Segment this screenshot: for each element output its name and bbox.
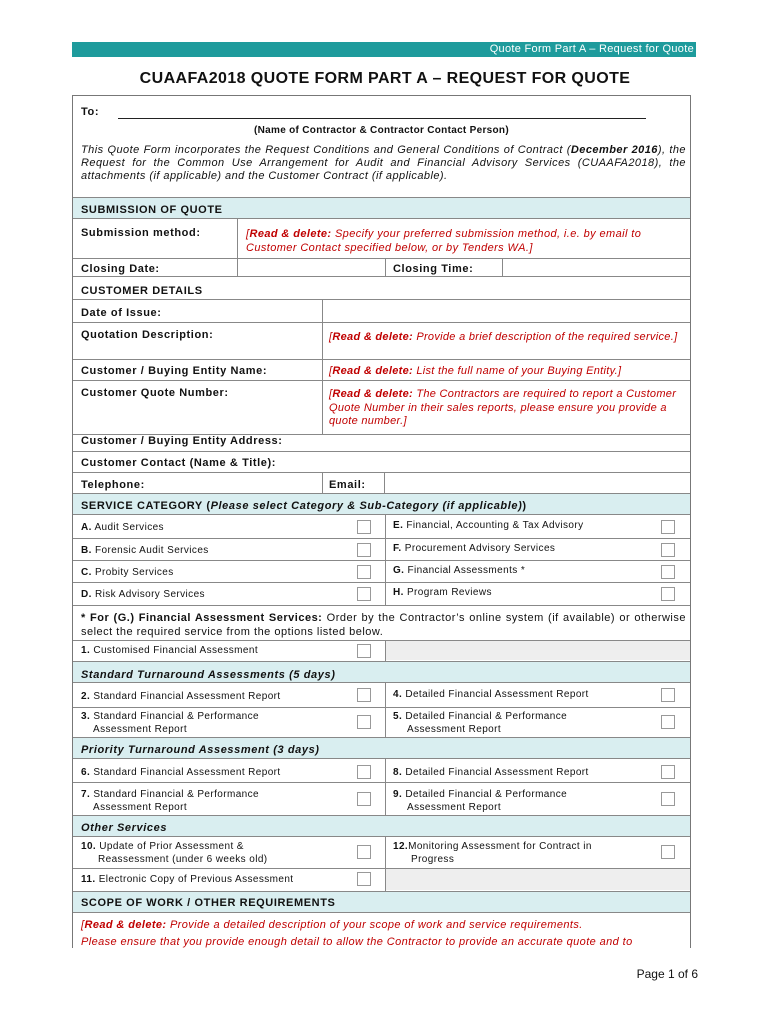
fa-5-checkbox[interactable] [661,715,675,729]
other-heading: Other Services [81,822,168,834]
service-item-c: C. Probity Services [81,567,174,578]
fa-item-11: 11. Electronic Copy of Previous Assessment [81,874,294,885]
to-caption: (Name of Contractor & Contractor Contact Person) [254,125,509,136]
intro-text: This Quote Form incorporates the Request Conditions and General Conditions of Contract (December 2016), the Request for the Common Use Arrangement for Audit and Financial Advisory Services (CUAAFA2018), the attachments (if applicable) and the Customer Contract (if applicable). [81,144,686,182]
page-title: CUAAFA2018 QUOTE FORM PART A – REQUEST FOR QUOTE [139,70,631,87]
fa-item-10: 10. Update of Prior Assessment & Reassessment (under 6 weeks old) [81,841,268,865]
service-item-g: G. Financial Assessments * [393,565,526,576]
service-item-d: D. Risk Advisory Services [81,589,205,600]
service-e-checkbox[interactable] [661,520,675,534]
service-f-checkbox[interactable] [661,543,675,557]
header-bar-text: Quote Form Part A – Request for Quote [489,43,694,55]
service-item-e: E. Financial, Accounting & Tax Advisory [393,520,584,531]
quotation-description-field[interactable]: [Read & delete: Provide a brief description of the required service.] [329,331,678,343]
telephone-label: Telephone: [81,479,145,491]
submission-method-label: Submission method: [81,227,201,239]
fa-item-6: 6. Standard Financial Assessment Report [81,767,281,778]
fa-6-checkbox[interactable] [357,765,371,779]
service-item-f: F. Procurement Advisory Services [393,543,556,554]
fa-item-9: 9. Detailed Financial & Performance Assessment Report [393,789,568,813]
to-label: To: [81,106,100,118]
form-frame [72,95,691,948]
financial-note: * For (G.) Financial Assessment Services: Order by the Contractor’s online system (if available) or otherwise select the required service from the options listed below. [81,612,686,638]
fa-1-checkbox[interactable] [357,644,371,658]
fa-3-checkbox[interactable] [357,715,371,729]
service-item-a: A. Audit Services [81,522,164,533]
fa-item-1: 1. Customised Financial Assessment [81,645,259,656]
service-h-checkbox[interactable] [661,587,675,601]
entity-name-field[interactable]: [Read & delete: List the full name of your Buying Entity.] [329,365,622,377]
header-bar [72,42,696,57]
fa-item-7: 7. Standard Financial & Performance Assessment Report [81,789,259,813]
to-field[interactable] [118,118,646,119]
fa-12-checkbox[interactable] [661,845,675,859]
fa-item-2: 2. Standard Financial Assessment Report [81,691,281,702]
entity-name-label: Customer / Buying Entity Name: [81,365,268,377]
fa-11-checkbox[interactable] [357,872,371,886]
service-g-checkbox[interactable] [661,565,675,579]
priority-heading: Priority Turnaround Assessment (3 days) [81,744,320,756]
page-number: Page 1 of 6 [636,967,698,981]
scope-heading: SCOPE OF WORK / OTHER REQUIREMENTS [81,897,336,909]
service-a-checkbox[interactable] [357,520,371,534]
date-of-issue-label: Date of Issue: [81,307,162,319]
fa-4-checkbox[interactable] [661,688,675,702]
fa-item-12: 12.Monitoring Assessment for Contract in Progress [393,841,592,865]
quote-number-label: Customer Quote Number: [81,387,229,399]
fa-item-5: 5. Detailed Financial & Performance Assessment Report [393,711,568,735]
email-label: Email: [329,479,366,491]
quote-number-field[interactable]: [Read & delete: The Contractors are required to report a Customer Quote Number in their sales reports, please ensure you provide a quote number.] [329,388,677,427]
customer-heading: CUSTOMER DETAILS [81,285,203,297]
submission-heading: SUBMISSION OF QUOTE [81,204,223,216]
submission-method-field[interactable]: [Read & delete: Specify your preferred submission method, i.e. by email to Customer Contact specified below, or by Tenders WA.] [246,228,642,254]
fa-8-checkbox[interactable] [661,765,675,779]
service-item-b: B. Forensic Audit Services [81,545,209,556]
customer-contact-label: Customer Contact (Name & Title): [81,457,277,469]
scope-field[interactable]: [Read & delete: Provide a detailed description of your scope of work and service requirements. Please ensure that you provide enough detail to allow the Contractor to provide an accurate quote and to [81,919,633,948]
entity-address-label: Customer / Buying Entity Address: [81,435,283,447]
service-d-checkbox[interactable] [357,587,371,601]
fa-item-4: 4. Detailed Financial Assessment Report [393,689,589,700]
service-c-checkbox[interactable] [357,565,371,579]
fa-9-checkbox[interactable] [661,792,675,806]
closing-date-label: Closing Date: [81,263,160,275]
fa-7-checkbox[interactable] [357,792,371,806]
service-b-checkbox[interactable] [357,543,371,557]
standard-heading: Standard Turnaround Assessments (5 days) [81,669,336,681]
fa-10-checkbox[interactable] [357,845,371,859]
fa-2-checkbox[interactable] [357,688,371,702]
quotation-description-label: Quotation Description: [81,329,214,341]
closing-time-label: Closing Time: [393,263,474,275]
fa-item-3: 3. Standard Financial & Performance Assessment Report [81,711,259,735]
service-item-h: H. Program Reviews [393,587,492,598]
fa-item-8: 8. Detailed Financial Assessment Report [393,767,589,778]
service-heading: SERVICE CATEGORY (Please select Category & Sub-Category (if applicable)) [81,500,527,512]
